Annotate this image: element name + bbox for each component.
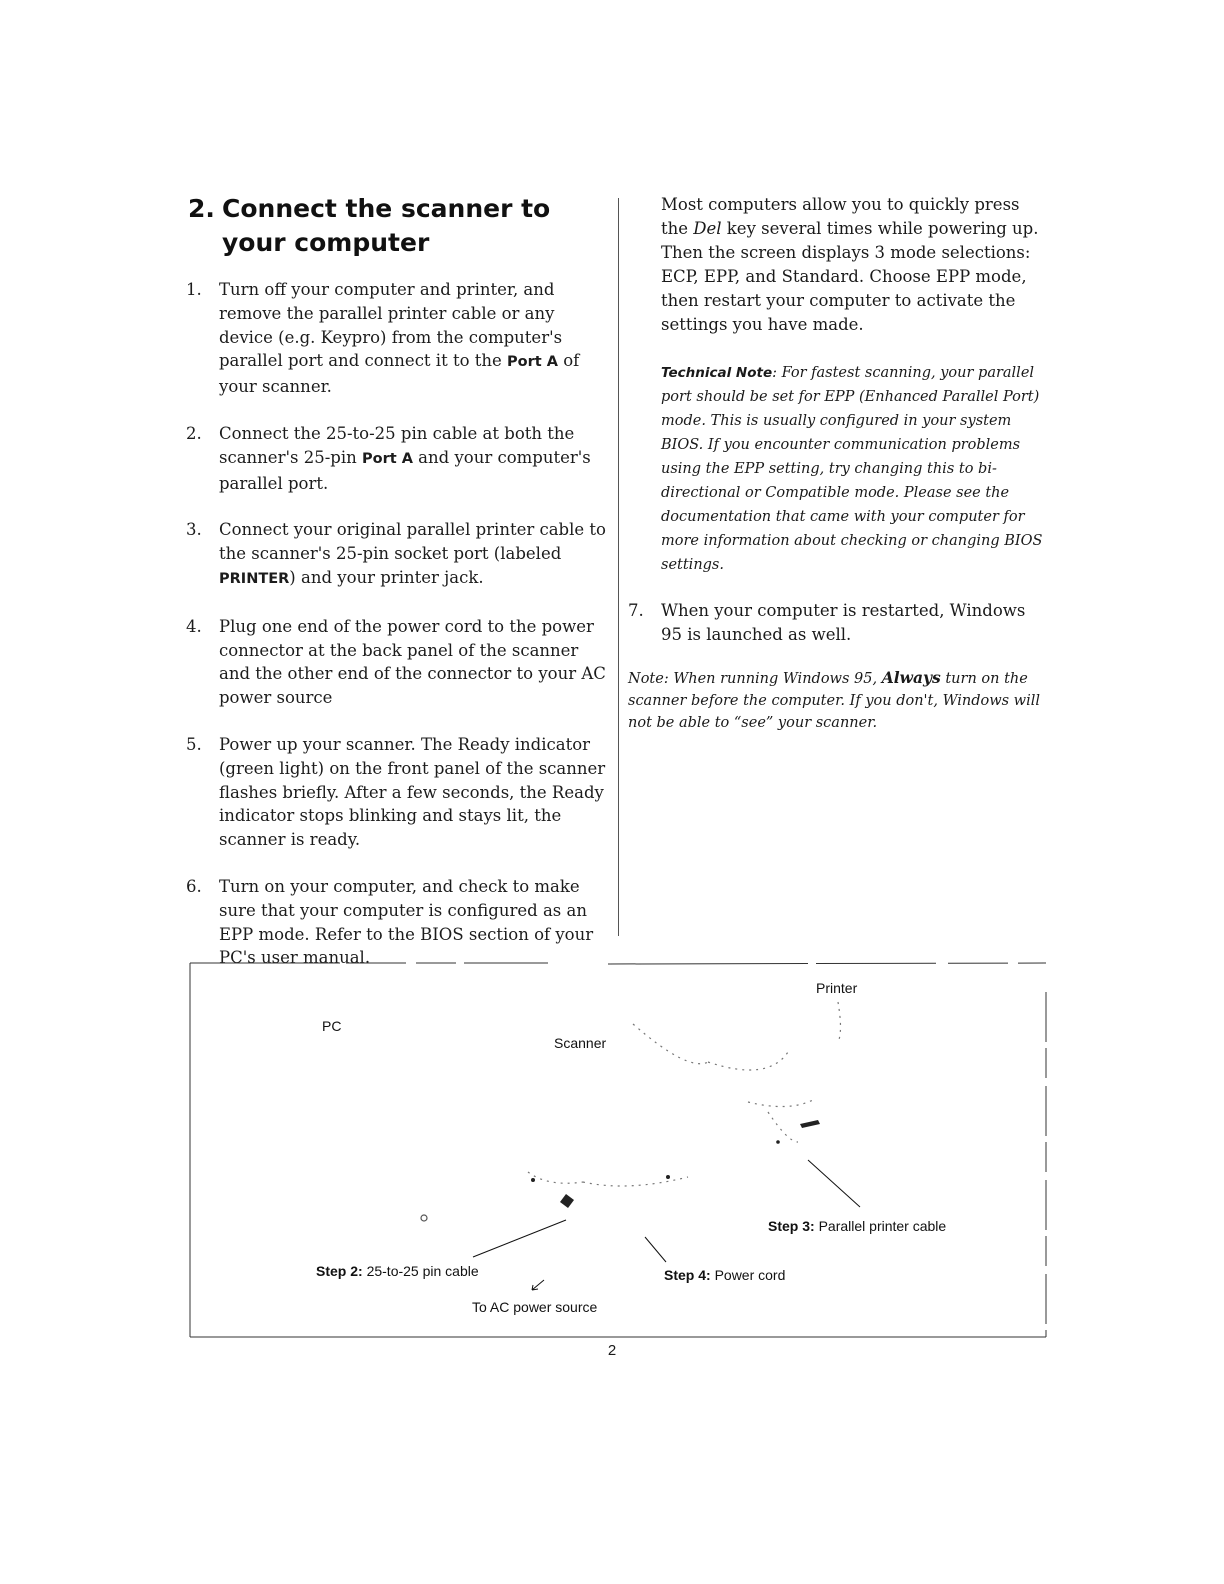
- step-7: [628, 599, 1048, 647]
- note-text-start: When running Windows 95,: [668, 671, 882, 687]
- page-number: 2: [607, 1342, 617, 1359]
- step-text: Connect your original parallel printer cable to the scanner's 25-pin socket port (labeled: [219, 520, 606, 564]
- step-text: ) and your printer jack.: [289, 567, 484, 587]
- diagram-frame: [190, 963, 1046, 1337]
- bios-text-start: Most computers allow you to quickly press the: [661, 195, 1020, 238]
- section-title-line1: Connect the scanner to: [222, 194, 551, 223]
- step2-leader: [473, 1220, 566, 1257]
- pc-label: PC: [322, 1018, 342, 1034]
- diagram-drawing: [188, 962, 1048, 1338]
- technical-note: [628, 361, 1048, 577]
- technical-note-label: Technical Note: [661, 365, 773, 381]
- step4-label: Step 4:: [664, 1267, 711, 1283]
- step2-caption: [316, 1263, 479, 1279]
- port-label: Port A: [361, 450, 413, 467]
- technical-note-text: For fastest scanning, your parallel port should be set for EPP (Enhanced Parallel Port) mode. This is usually configured in your system BIOS. If you encounter communication problems using the EPP setting, try changing this to bi-directional or Compatible mode. Please see the documentation that came with your computer for more information about checking or changing BIOS settings.: [661, 365, 1043, 573]
- printer-label: Printer: [816, 980, 858, 996]
- scanner-label: Scanner: [554, 1035, 607, 1051]
- step-2: [186, 422, 606, 495]
- ac-arrow: [532, 1280, 544, 1290]
- step-text: Power up your scanner. The Ready indicator (green light) on the front panel of the scanner flashes briefly. After a few seconds, the Ready indicator stops blinking and stays lit, the scanner is ready.: [219, 734, 606, 850]
- step-number: 7.: [628, 601, 644, 620]
- step4-text: Power cord: [710, 1267, 786, 1283]
- equipment-marks: [421, 1120, 820, 1221]
- step2-label: Step 2:: [316, 1263, 363, 1279]
- step-text: Turn on your computer, and check to make sure that your computer is configured as an EPP mode. Refer to the BIOS section of your PC's user manual.: [219, 876, 594, 968]
- step3-leader: [808, 1160, 860, 1207]
- step3-text: Parallel printer cable: [814, 1218, 947, 1234]
- step-3: [186, 518, 606, 591]
- left-column: [186, 278, 606, 993]
- windows-note: [628, 667, 1048, 734]
- step-5: [186, 733, 606, 852]
- step2-text: 25-to-25 pin cable: [362, 1263, 479, 1279]
- connection-diagram: [188, 962, 1048, 1338]
- step4-leader: [645, 1237, 666, 1262]
- step-number: 4.: [186, 616, 202, 636]
- note-emphasis: Always: [881, 668, 941, 687]
- technical-note-colon: :: [772, 365, 777, 381]
- step-text: of your scanner.: [219, 351, 580, 397]
- step-text: Connect the 25-to-25 pin cable at both the scanner's 25-pin: [219, 423, 575, 467]
- step4-caption: [664, 1267, 785, 1283]
- bios-text-end: key several times while powering up. Then the screen displays 3 mode selections: ECP, EPP, and Standard. Choose EPP mode, then restart your computer to activate the settings you have made.: [661, 219, 1039, 334]
- step-text: Turn off your computer and printer, and remove the parallel printer cable or any device (e.g. Keypro) from the computer's parallel port and connect it to the: [219, 280, 563, 371]
- step-number: 3.: [186, 520, 202, 540]
- port-label: Port A: [507, 354, 558, 371]
- step-text: and your computer's parallel port.: [219, 447, 591, 493]
- step-number: 5.: [186, 734, 202, 754]
- plug-mark: [800, 1120, 820, 1128]
- column-divider: [618, 198, 619, 936]
- ac-power-label: To AC power source: [472, 1299, 598, 1315]
- section-number: 2.: [188, 194, 215, 223]
- equipment-sketch: [528, 1002, 841, 1186]
- step-list: [186, 278, 606, 970]
- step-4: [186, 615, 606, 710]
- connector-mark: [560, 1194, 574, 1208]
- step-number: 6.: [186, 876, 202, 896]
- step-text: When your computer is restarted, Windows 95 is launched as well.: [661, 601, 1026, 644]
- step-number: 1.: [186, 280, 202, 299]
- note-text-end: turn on the scanner before the computer. If you don't, Windows will not be able to “see” your scanner.: [628, 671, 1041, 731]
- port-label: PRINTER: [219, 570, 290, 587]
- section-title-line2: your computer: [222, 228, 430, 257]
- step-6: [186, 875, 606, 970]
- step3-caption: [768, 1218, 946, 1234]
- step-1: [186, 278, 606, 399]
- bios-paragraph: [628, 193, 1048, 337]
- note-label: Note:: [628, 671, 669, 687]
- section-heading: [188, 192, 608, 260]
- del-key: Del: [693, 219, 722, 238]
- step3-label: Step 3:: [768, 1218, 815, 1234]
- right-column: [628, 193, 1048, 734]
- step-text: Plug one end of the power cord to the power connector at the back panel of the scanner and the other end of the connector to your AC power source: [219, 616, 606, 708]
- step-number: 2.: [186, 423, 202, 443]
